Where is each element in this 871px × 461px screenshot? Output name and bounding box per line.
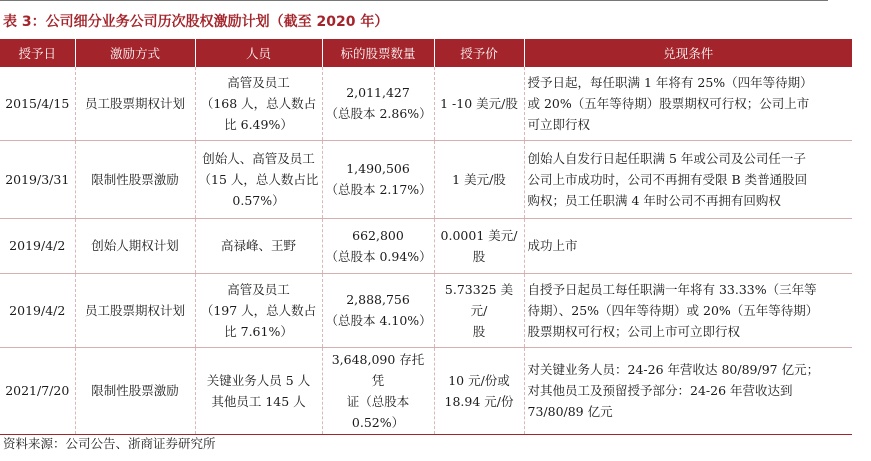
cell-shares: 3,648,090 存托凭 证（总股本 0.52%） (322, 347, 434, 434)
cell-date: 2015/4/15 (5, 95, 70, 111)
header-people: 人员 (195, 39, 322, 67)
cell-condition: 授予日起，每任职满 1 年将有 25%（四年等待期） 或 20%（五年等待期）股票期权可行权；公司上市 可立即行权 (524, 67, 852, 140)
cell-people: 高管及员工 （197 人，总人数占 比 7.61%） (195, 273, 322, 347)
header-grant-date: 授予日 (0, 39, 75, 67)
header-shares: 标的股票数量 (322, 39, 434, 67)
incentive-table (0, 39, 852, 435)
header-method: 激励方式 (75, 39, 195, 67)
table-row (0, 140, 852, 218)
cell-people: 高管及员工 （168 人，总人数占 比 6.49%） (195, 67, 322, 140)
table-row (0, 67, 852, 140)
cell-method: 创始人期权计划 (75, 218, 195, 273)
cell-method: 员工股票期权计划 (75, 67, 195, 140)
cell-method: 限制性股票激励 (75, 347, 195, 434)
cell-date: 2019/4/2 (0, 273, 75, 347)
table-title: 表 3：公司细分业务公司历次股权激励计划（截至 2020 年） (3, 14, 389, 30)
cell-condition: 自授予日起员工每任职满一年将有 33.33%（三年等 待期）、25%（四年等待期）或 20%（五年等待期） 股票期权可行权；公司上市可立即行权 (524, 273, 852, 347)
header-price: 授予价 (434, 39, 524, 67)
table-row (0, 347, 852, 434)
cell-shares: 2,888,756 （总股本 4.10%） (322, 273, 434, 347)
cell-shares: 1,490,506 （总股本 2.17%） (322, 140, 434, 218)
cell-date: 2021/7/20 (0, 347, 75, 434)
cell-shares: 2,011,427 （总股本 2.86%） (322, 67, 434, 140)
source-note: 资料来源：公司公告、浙商证券研究所 (3, 436, 216, 451)
table-row (0, 273, 852, 347)
cell-condition: 对关键业务人员：24-26 年营收达 80/89/97 亿元； 对其他员工及预留授予部分：24-26 年营收达到 73/80/89 亿元 (524, 347, 852, 434)
cell-condition: 成功上市 (524, 218, 852, 273)
cell-condition: 创始人自发行日起任职满 5 年或公司及公司任一子 公司上市成功时，公司不再拥有受限 B 类普通股回 购权；员工任职满 4 年时公司不再拥有回购权 (524, 140, 852, 218)
cell-price: 0.0001 美元/股 (434, 218, 524, 273)
cell-price: 1 -10 美元/股 (434, 67, 524, 140)
cell-shares: 662,800 （总股本 0.94%） (322, 218, 434, 273)
top-rule (0, 0, 828, 1)
cell-method: 员工股票期权计划 (75, 273, 195, 347)
cell-price: 5.73325 美元/ 股 (434, 273, 524, 347)
header-row (0, 39, 852, 67)
cell-people: 创始人、高管及员工 （15 人，总人数占比 0.57%） (195, 140, 322, 218)
cell-price: 1 美元/股 (434, 140, 524, 218)
cell-people: 关键业务人员 5 人 其他员工 145 人 (195, 347, 322, 434)
cell-people: 高禄峰、王野 (195, 218, 322, 273)
cell-price: 10 元/份或 18.94 元/份 (434, 347, 524, 434)
cell-date: 2019/3/31 (0, 140, 75, 218)
header-condition: 兑现条件 (524, 39, 852, 67)
table-row (0, 218, 852, 273)
cell-date: 2019/4/2 (0, 218, 75, 273)
cell-method: 限制性股票激励 (75, 140, 195, 218)
